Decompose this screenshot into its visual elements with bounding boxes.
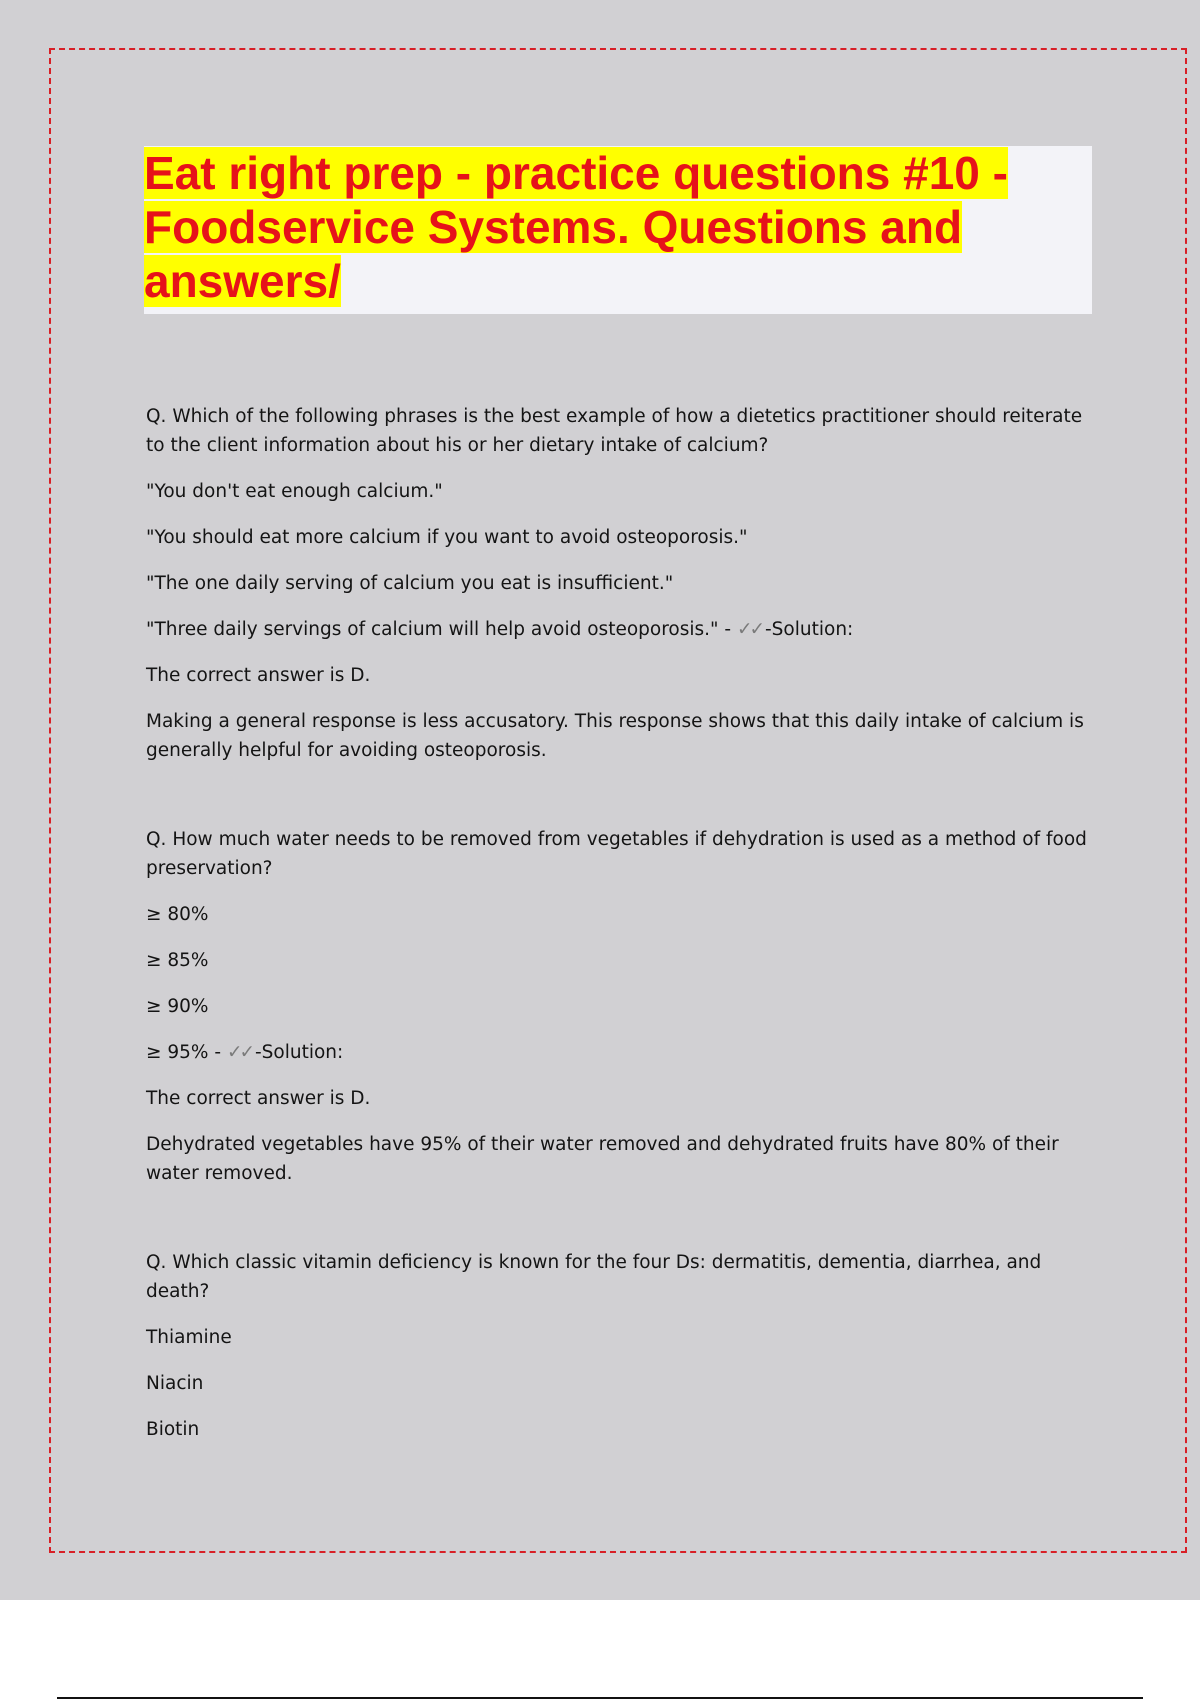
question-block-3 — [146, 1248, 1096, 1444]
answer-option-b: Niacin — [146, 1373, 204, 1394]
correct-answer-text: The correct answer is D. — [146, 665, 371, 686]
answer-option-d-line — [146, 1038, 1096, 1067]
solution-label: -Solution: — [254, 1042, 344, 1063]
answer-option-b: ≥ 85% — [146, 950, 209, 971]
document-title — [144, 146, 1092, 308]
correct-answer-text: The correct answer is D. — [146, 1088, 371, 1109]
question-text: Q. Which classic vitamin deficiency is known for the four Ds: dermatitis, dementia, diarrhea, and death? — [146, 1252, 1042, 1302]
answer-option-a: ≥ 80% — [146, 904, 209, 925]
answer-option-b: "You should eat more calcium if you want to avoid osteoporosis." — [146, 527, 748, 548]
answer-option-a: "You don't eat enough calcium." — [146, 481, 443, 502]
answer-option-d-line — [146, 615, 1096, 644]
question-text: Q. How much water needs to be removed from vegetables if dehydration is used as a method of food preservation? — [146, 829, 1087, 879]
answer-option-c: "The one daily serving of calcium you eat is insufficient." — [146, 573, 674, 594]
answer-option-c: Biotin — [146, 1419, 200, 1440]
document-title-text: Eat right prep - practice questions #10 - Foodservice Systems. Questions and answers/ — [144, 147, 1008, 307]
document-body — [146, 402, 1096, 1504]
explanation-text: Dehydrated vegetables have 95% of their water removed and dehydrated fruits have 80% of their water removed. — [146, 1134, 1059, 1184]
question-text: Q. Which of the following phrases is the best example of how a dietetics practitioner should reiterate to the client information about his or her dietary intake of calcium? — [146, 406, 1083, 456]
answer-option-a: Thiamine — [146, 1327, 232, 1348]
double-check-icon: ✓✓ — [226, 1042, 252, 1063]
double-check-icon: ✓✓ — [736, 619, 762, 640]
solution-label: -Solution: — [765, 619, 854, 640]
question-block-1 — [146, 402, 1096, 765]
answer-option-d: "Three daily servings of calcium will help avoid osteoporosis." - — [146, 619, 732, 640]
answer-option-d: ≥ 95% - — [146, 1042, 222, 1063]
footer-divider — [57, 1697, 1143, 1699]
explanation-text: Making a general response is less accusatory. This response shows that this daily intake of calcium is generally helpful for avoiding osteoporosis. — [146, 711, 1084, 761]
answer-option-c: ≥ 90% — [146, 996, 209, 1017]
title-block — [144, 146, 1092, 314]
question-block-2 — [146, 825, 1096, 1188]
